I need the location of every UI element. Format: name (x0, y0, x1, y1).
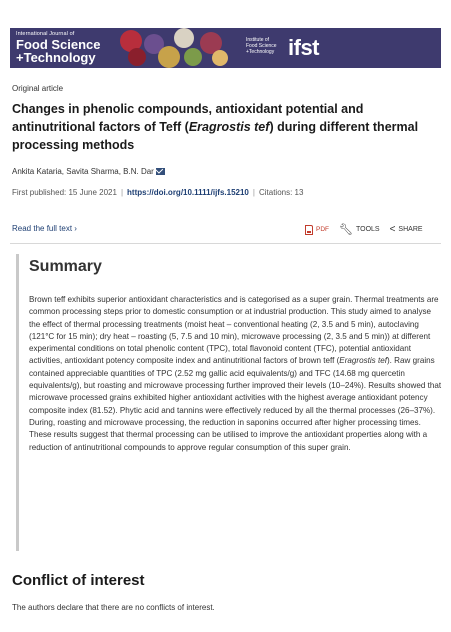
citations-count[interactable]: Citations: 13 (258, 188, 304, 197)
share-button[interactable] (390, 224, 423, 235)
share-icon: < (389, 224, 396, 235)
read-full-text-link[interactable]: Read the full text › (12, 224, 77, 233)
summary-section (16, 254, 441, 551)
publication-meta: First published: 15 June 2021 | https://doi.org/10.1111/ijfs.15210 | Citations: 13 (12, 188, 304, 197)
pdf-icon (305, 225, 313, 235)
journal-title-line1: Food Science (16, 37, 101, 52)
summary-text: Brown teff exhibits superior antioxidant characteristics and is categorised as a super grain. Thermal treatments are common processing steps prior to domestic consumption or at industrial production. This study aimed to analyse the effect of thermal processing treatments (moist heat – conventional heating (2, 3.5 and 5 min), autoclaving (121°C for 15 min); dry heat – roasting (5, 7.5 and 10 min), microwave processing (2, 3.5 and 5 min)) at different experimental conditions on total phenolic content (TPC), total flavonoid content (TFC), potential antioxidant activities, antioxidant potency composite index and antinutritional factors of brown teff (Eragrostis tef). Raw grains contained appreciable quantities of TPC (2.52 mg gallic acid equivalents/g) and TFC (14.68 mg quercetin equivalents/g), but roasting and microwave processing further improved their levels (10–24%). Results showed that microwave processed grains exhibited higher antioxidant activities with the highest average antioxidant potency composite index (81.52). Phytic acid and tannins were effectively reduced by all the thermal processes (26–37%). During, roasting and microwave processing, the reduction in saponins occurred after higher processing times. These results suggest that thermal processing can be utilised to improve the antioxidant properties along with a reduction of antinutritional compounds to approve regular consumption of this super grain. (29, 295, 442, 452)
ifst-logo-small: Institute of Food Science +Technology (246, 37, 277, 55)
summary-heading: Summary (29, 258, 102, 275)
doi-link[interactable]: https://doi.org/10.1111/ijfs.15210 (127, 188, 249, 197)
tools-label: TOOLS (355, 226, 380, 233)
mail-icon[interactable] (156, 168, 165, 175)
journal-title-small: International Journal of (16, 31, 75, 37)
journal-title-line2: +Technology (16, 50, 96, 65)
journal-title (16, 31, 101, 64)
share-label: SHARE (398, 226, 423, 233)
article-actions (305, 223, 423, 236)
tools-button[interactable] (339, 223, 380, 236)
summary-species: Eragrostis tef (339, 356, 387, 366)
article-title: Changes in phenolic compounds, antioxidant potential and antinutritional factors of Teff (Eragrostis tef) during different thermal processing methods (12, 102, 419, 152)
first-published: First published: 15 June 2021 (12, 188, 117, 197)
pdf-button[interactable] (305, 225, 329, 235)
author-names[interactable]: Ankita Kataria, Savita Sharma, B.N. Dar (12, 167, 154, 176)
conflict-text: The authors declare that there are no conflicts of interest. (12, 603, 215, 612)
divider (10, 243, 441, 244)
wrench-icon: 🔧︎ (339, 224, 353, 236)
journal-banner[interactable] (10, 28, 441, 68)
ifst-logo-text: ifst (288, 35, 319, 60)
pdf-label: PDF (316, 226, 329, 233)
article-title-species: Eragrostis tef (188, 120, 270, 134)
author-list[interactable] (12, 167, 165, 176)
conflict-heading: Conflict of interest (12, 572, 145, 589)
banner-food-images (120, 28, 230, 68)
article-type-label: Original article (12, 84, 64, 93)
